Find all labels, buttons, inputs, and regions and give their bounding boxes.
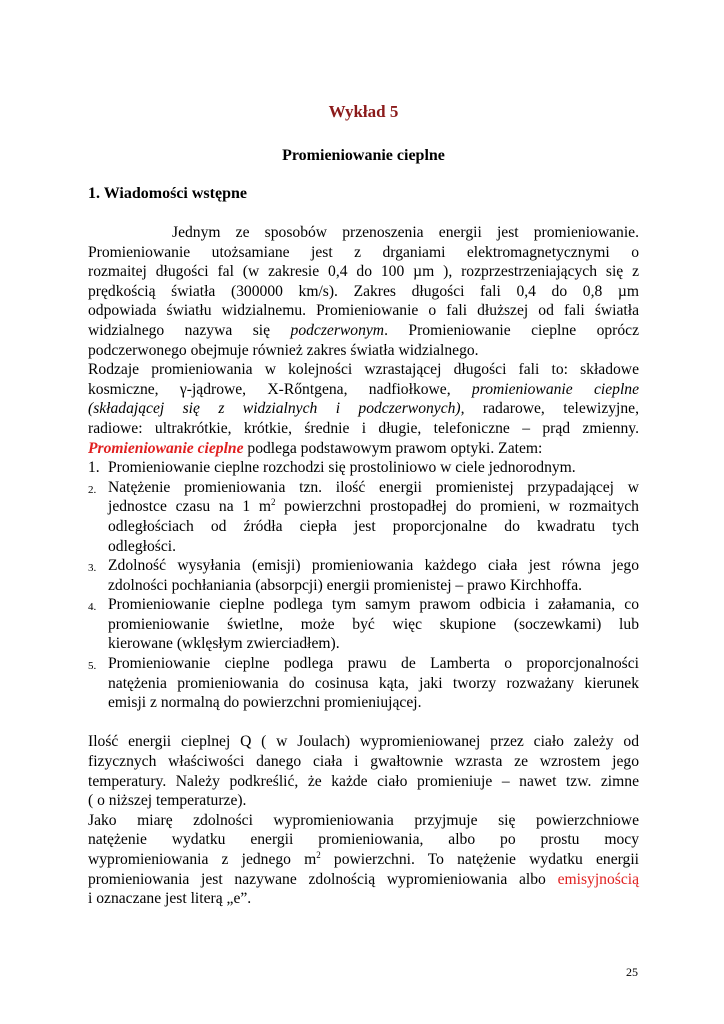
list-line (108, 497, 639, 517)
paragraph-line: rozmaitej długości fal (w zakresie 0,4 do 100 µm ), rozprzestrzeniających się z (88, 263, 639, 281)
paragraph-line (88, 870, 639, 890)
paragraph-line: ( o niższej temperaturze). (88, 792, 247, 810)
list-number: 1. (88, 459, 100, 477)
text-run: powierzchni prostopadłej do promieni, w rozmaitych (275, 498, 639, 516)
page-title: Promieniowanie cieplne (282, 147, 445, 164)
list-number: 2. (88, 483, 97, 496)
list-line: Zdolność wysyłania (emisji) promieniowania każdego ciała jest równa jego (108, 557, 639, 575)
list-line: Promieniowanie cieplne rozchodzi się prostoliniowo w ciele jednorodnym. (108, 459, 576, 477)
text-run: radarowe, telewizyjne, (464, 400, 639, 418)
list-item (88, 595, 639, 654)
paragraph-line: odpowiada światłu widzialnemu. Promieniowanie o fali dłuższej od fali światła (88, 302, 639, 320)
paragraph-line: Promieniowanie utożsamiane jest z drganiami elektromagnetycznymi o (88, 243, 639, 261)
paragraph-gap (88, 713, 639, 733)
paragraph-line (88, 399, 639, 419)
document-body (88, 223, 639, 909)
list-item (88, 458, 639, 478)
list-line: Promieniowanie cieplne podlega prawu de Lamberta o proporcjonalności (108, 655, 639, 673)
text-run: promieniowania jest nazywane zdolnością wypromieniowania albo (88, 870, 558, 888)
list-number: 3. (88, 562, 97, 575)
paragraph-line: prędkością światła (300000 km/s). Zakres długości fali 0,4 do 0,8 µm (88, 282, 639, 300)
paragraph-line (88, 850, 639, 870)
page-number: 25 (626, 965, 638, 979)
paragraph-line: i oznaczane jest literą „e”. (88, 890, 252, 908)
list-line: promieniowanie świetlne, może być więc skupione (soczewkami) lub (108, 615, 639, 633)
list-line: kierowane (wklęsłym zwierciadłem). (108, 635, 340, 653)
highlighted-term: Promieniowanie cieplne (88, 439, 244, 457)
text-run: widzialnego nazywa się (88, 321, 291, 339)
superscript: 2 (270, 497, 276, 508)
list-line: natężenia promieniowania do cosinusa kąta, jaki tworzy rozważany kierunek (108, 674, 639, 692)
list-line: zdolności pochłaniania (absorpcji) energii promienistej – prawo Kirchhoffa. (108, 576, 583, 594)
list-line: odległościach od źródła ciepła jest proporcjonalne do kwadratu tych (108, 517, 639, 535)
paragraph-line: radiowe: ultrakrótkie, krótkie, średnie i długie, telefoniczne – prąd zmienny. (88, 419, 639, 437)
paragraph-line: Rodzaje promieniowania w kolejności wzrastającej długości fali to: składowe (88, 361, 639, 379)
text-run: podlega podstawowym prawom optyki. Zatem: (243, 439, 543, 457)
paragraph-line: Jednym ze sposobów przenoszenia energii jest promieniowanie. (172, 224, 639, 241)
list-line: odległości. (108, 537, 176, 555)
list-item (88, 556, 639, 595)
highlighted-term: emisyjnością (557, 870, 639, 888)
paragraph-line: Ilość energii cieplnej Q ( w Joulach) wypromieniowanej przez ciało zależy od (88, 733, 639, 751)
list-line: emisji z normalną do powierzchni promieniującej. (108, 694, 422, 712)
italic-term: podczerwonym (290, 321, 385, 339)
text-run: jednostce czasu na 1 m (108, 498, 271, 516)
list-number: 5. (88, 660, 97, 673)
text-run: kosmiczne, γ-jądrowe, X-Rőntgena, nadfiołkowe, (88, 380, 472, 398)
text-run: . Promieniowanie cieplne oprócz (384, 321, 639, 339)
rules-list (88, 458, 639, 713)
text-run: wypromieniowania z jednego m (88, 851, 317, 868)
list-item (88, 654, 639, 713)
paragraph-line: fizycznych właściwości danego ciała i gwałtownie wzrasta ze wzrostem jego (88, 753, 639, 771)
paragraph-line (88, 439, 639, 459)
list-item (88, 478, 639, 556)
italic-term: promieniowanie cieplne (471, 380, 639, 398)
paragraph-line: temperatury. Należy podkreślić, że każde ciało promieniuje – nawet tzw. zimne (88, 772, 639, 790)
paragraph-line: podczerwonego obejmuje również zakres światła widzialnego. (88, 341, 479, 359)
superscript: 2 (316, 850, 321, 860)
list-number: 4. (88, 601, 97, 614)
list-line: Natężenie promieniowania tzn. ilość energii promienistej przypadającej w (108, 478, 639, 496)
paragraph-line: natężenie wydatku energii promieniowania, albo po prostu mocy (88, 831, 639, 849)
paragraph-line: Jako miarę zdolności wypromieniowania przyjmuje się powierzchniowe (88, 811, 639, 829)
italic-term: (składającej się z widzialnych i podczerwonych), (88, 400, 465, 418)
paragraph-line (88, 380, 639, 400)
list-line: Promieniowanie cieplne podlega tym samym prawom odbicia i załamania, co (108, 596, 639, 614)
lecture-heading: Wykład 5 (328, 102, 399, 121)
section-heading: 1. Wiadomości wstępne (88, 185, 247, 202)
text-run: powierzchni. To natężenie wydatku energii (320, 851, 639, 868)
paragraph-line (88, 321, 639, 341)
